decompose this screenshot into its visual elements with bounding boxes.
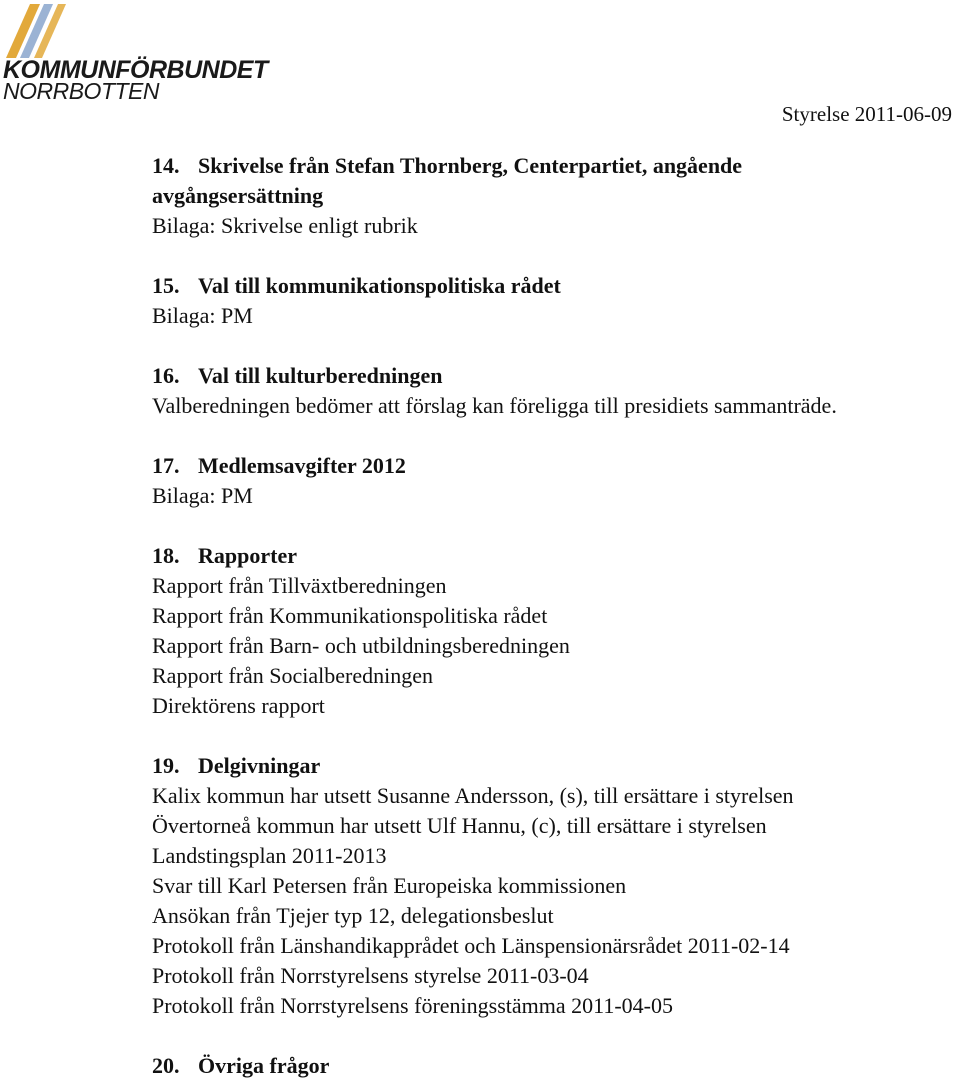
agenda-item-19-line: Protokoll från Länshandikapprådet och Länspensionärsrådet 2011-02-14	[152, 933, 790, 958]
item-title: Rapporter	[198, 543, 297, 568]
agenda-item-17-line: Bilaga: PM	[152, 483, 253, 508]
agenda-item-18-line: Rapport från Kommunikationspolitiska rådet	[152, 603, 548, 628]
item-number: 20.	[152, 1053, 180, 1078]
logo-line-1: KOMMUNFÖRBUNDET	[3, 56, 268, 84]
agenda-item-14-title-cont: avgångsersättning	[152, 183, 324, 208]
agenda-item-14-line: Bilaga: Skrivelse enligt rubrik	[152, 213, 418, 238]
agenda	[152, 151, 952, 1081]
item-number: 18.	[152, 543, 180, 568]
agenda-item-15-title	[152, 271, 952, 301]
kommunforbundet-logo	[0, 0, 268, 105]
document-reference: Styrelse 2011-06-09	[781, 102, 952, 126]
item-title: Övriga frågor	[198, 1053, 330, 1078]
agenda-item-15-line: Bilaga: PM	[152, 303, 253, 328]
item-title: Skrivelse från Stefan Thornberg, Centerpartiet, angående	[198, 153, 743, 178]
agenda-item-19-line: Svar till Karl Petersen från Europeiska kommissionen	[152, 873, 627, 898]
item-number: 16.	[152, 363, 180, 388]
agenda-item-18-title	[152, 541, 952, 571]
agenda-item-20-title	[152, 1051, 952, 1081]
agenda-item-19-line: Protokoll från Norrstyrelsens styrelse 2011-03-04	[152, 963, 589, 988]
item-title: Val till kommunikationspolitiska rådet	[198, 273, 561, 298]
agenda-item-18-line: Rapport från Socialberedningen	[152, 663, 434, 688]
item-number: 17.	[152, 453, 180, 478]
agenda-item-16-line: Valberedningen bedömer att förslag kan föreligga till presidiets sammanträde.	[152, 393, 837, 418]
logo-stripes-icon	[0, 0, 120, 60]
agenda-item-19-line: Protokoll från Norrstyrelsens föreningsstämma 2011-04-05	[152, 993, 673, 1018]
agenda-item-14-title	[152, 151, 952, 181]
item-number: 14.	[152, 153, 180, 178]
agenda-item-17-title	[152, 451, 952, 481]
logo-line-2: NORRBOTTEN	[3, 78, 159, 104]
agenda-item-19-line: Kalix kommun har utsett Susanne Andersson, (s), till ersättare i styrelsen	[152, 783, 794, 808]
agenda-item-18-line: Direktörens rapport	[152, 693, 325, 718]
agenda-item-19-title	[152, 751, 952, 781]
item-title: Delgivningar	[198, 753, 321, 778]
agenda-item-16-title	[152, 361, 952, 391]
item-title: Val till kulturberedningen	[198, 363, 443, 388]
item-number: 15.	[152, 273, 180, 298]
agenda-item-19-line: Landstingsplan 2011-2013	[152, 843, 387, 868]
item-number: 19.	[152, 753, 180, 778]
agenda-item-19-line: Övertorneå kommun har utsett Ulf Hannu, (c), till ersättare i styrelsen	[152, 813, 767, 838]
agenda-item-19-line: Ansökan från Tjejer typ 12, delegationsbeslut	[152, 903, 554, 928]
agenda-item-18-line: Rapport från Barn- och utbildningsberedningen	[152, 633, 570, 658]
item-title: Medlemsavgifter 2012	[198, 453, 406, 478]
agenda-item-18-line: Rapport från Tillväxtberedningen	[152, 573, 447, 598]
